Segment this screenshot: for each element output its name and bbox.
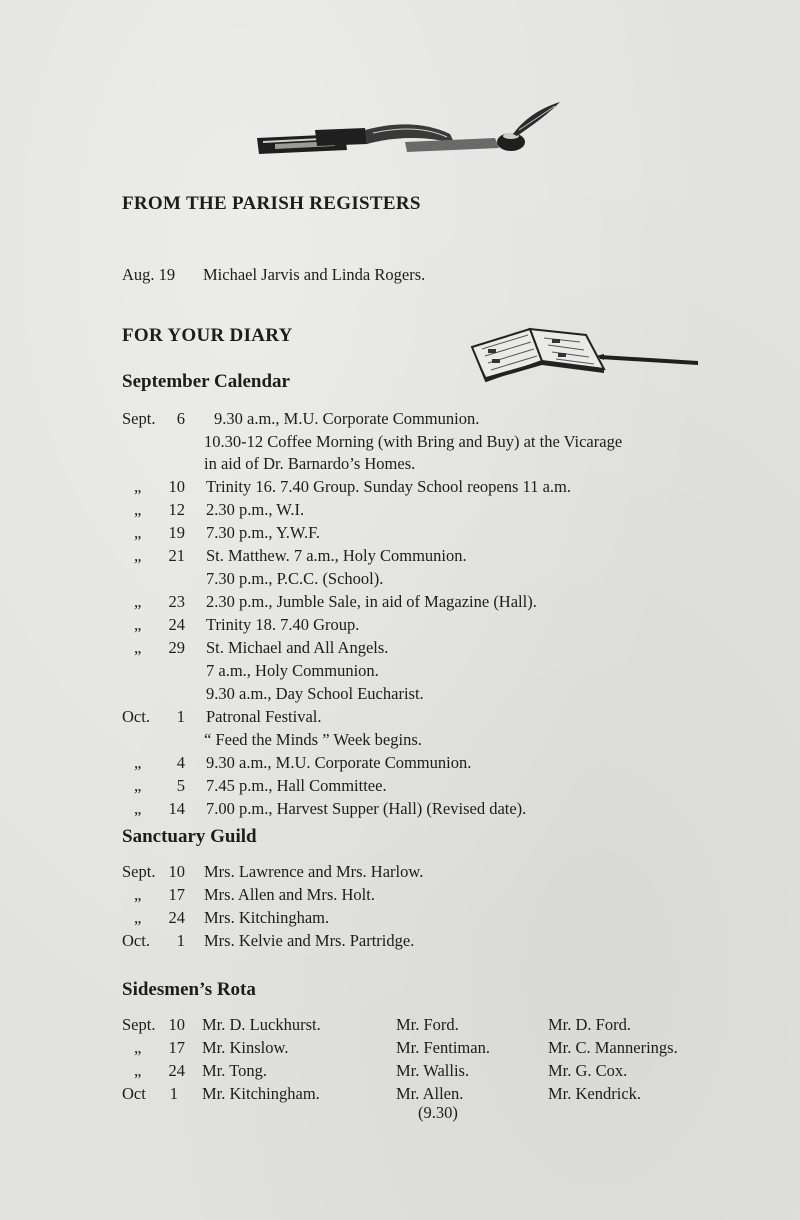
- row-day: 24: [168, 908, 185, 927]
- table-row: [122, 521, 742, 544]
- row-text: in aid of Dr. Barnardo’s Homes.: [204, 454, 416, 473]
- row-text: 7.30 p.m., Y.W.F.: [206, 523, 321, 542]
- sidesman-col-a: Mr. Kitchingham.: [202, 1084, 320, 1103]
- table-row: [122, 906, 722, 929]
- sidesman-col-c: Mr. G. Cox.: [548, 1061, 628, 1080]
- row-text: Trinity 16. 7.40 Group. Sunday School reopens 11 a.m.: [206, 477, 571, 496]
- sidesman-col-a: Mr. D. Luckhurst.: [202, 1015, 321, 1034]
- row-text: 9.30 a.m., Day School Eucharist.: [206, 684, 424, 703]
- table-row: [122, 705, 742, 728]
- row-month: Sept.: [122, 409, 156, 428]
- row-text: 7 a.m., Holy Communion.: [206, 661, 379, 680]
- row-day: 1: [169, 1084, 178, 1103]
- ditto-mark: „: [134, 908, 142, 927]
- table-row: [122, 613, 742, 636]
- row-day: 6: [176, 409, 185, 428]
- register-entry-date: Aug. 19: [122, 265, 176, 284]
- row-text: Patronal Festival.: [206, 707, 322, 726]
- table-row: [122, 590, 742, 613]
- row-text: Mrs. Allen and Mrs. Holt.: [204, 885, 375, 904]
- ditto-mark: „: [134, 477, 142, 496]
- ditto-mark: „: [134, 885, 142, 904]
- ditto-mark: „: [134, 799, 142, 818]
- row-text: 7.45 p.m., Hall Committee.: [206, 776, 387, 795]
- row-text: St. Matthew. 7 a.m., Holy Communion.: [206, 546, 467, 565]
- row-day: 14: [168, 799, 185, 818]
- row-day: 23: [168, 592, 185, 611]
- table-row: [122, 636, 742, 659]
- row-day: 1: [176, 707, 185, 726]
- table-row: [122, 751, 742, 774]
- ditto-mark: „: [134, 546, 142, 565]
- row-day: 17: [168, 885, 185, 904]
- table-row: [122, 1059, 742, 1082]
- registers-heading: FROM THE PARISH REGISTERS: [122, 193, 421, 214]
- table-row: [122, 544, 742, 567]
- row-day: 17: [168, 1038, 185, 1057]
- row-text: 7.00 p.m., Harvest Supper (Hall) (Revised date).: [206, 799, 527, 818]
- sidesman-col-b: Mr. Ford.: [396, 1015, 459, 1034]
- table-row: [122, 475, 742, 498]
- row-day: 5: [176, 776, 185, 795]
- row-day: 1: [176, 931, 185, 950]
- table-row: [122, 774, 742, 797]
- row-text: Mrs. Kitchingham.: [204, 908, 330, 927]
- sidesman-col-b: Mr. Wallis.: [396, 1061, 470, 1080]
- row-month: Oct.: [122, 707, 150, 726]
- ditto-mark: „: [134, 592, 142, 611]
- row-month: Sept.: [122, 862, 156, 881]
- row-text: Mrs. Kelvie and Mrs. Partridge.: [204, 931, 415, 950]
- ditto-mark: „: [134, 638, 142, 657]
- row-text: 2.30 p.m., W.I.: [206, 500, 305, 519]
- row-day: 19: [168, 523, 185, 542]
- calendar-title: September Calendar: [122, 371, 290, 392]
- sidesman-col-a: Mr. Kinslow.: [202, 1038, 289, 1057]
- row-day: 4: [176, 753, 185, 772]
- sidesman-col-a: Mr. Tong.: [202, 1061, 268, 1080]
- row-text: Trinity 18. 7.40 Group.: [206, 615, 360, 634]
- row-day: 24: [168, 615, 185, 634]
- row-day: 29: [168, 638, 185, 657]
- table-row: [122, 1013, 742, 1036]
- row-month: Oct.: [122, 931, 150, 950]
- row-day: 12: [168, 500, 185, 519]
- sidesman-col-c: Mr. C. Mannerings.: [548, 1038, 678, 1057]
- sanctuary-title: Sanctuary Guild: [122, 826, 257, 847]
- sidesman-col-c: Mr. Kendrick.: [548, 1084, 642, 1103]
- ditto-mark: „: [134, 776, 142, 795]
- table-row: [122, 498, 742, 521]
- row-day: 10: [168, 862, 185, 881]
- table-row: [122, 883, 722, 906]
- sidesman-col-c: Mr. D. Ford.: [548, 1015, 631, 1034]
- row-day: 24: [168, 1061, 185, 1080]
- row-text: 2.30 p.m., Jumble Sale, in aid of Magazine (Hall).: [206, 592, 537, 611]
- row-text: 7.30 p.m., P.C.C. (School).: [206, 569, 384, 588]
- row-text: 9.30 a.m., M.U. Corporate Communion.: [214, 409, 480, 428]
- row-month: Oct: [122, 1084, 146, 1103]
- table-row: [122, 860, 722, 883]
- table-row: [122, 797, 742, 820]
- books-quill-icon: [255, 100, 565, 160]
- row-day: 10: [168, 477, 185, 496]
- sidesmen-note: (9.30): [418, 1103, 458, 1122]
- ditto-mark: „: [134, 500, 142, 519]
- table-row: [122, 929, 722, 952]
- sidesman-col-b: Mr. Allen.: [396, 1084, 464, 1103]
- open-diary-pen-icon: [468, 325, 700, 389]
- ditto-mark: „: [134, 523, 142, 542]
- diary-heading: FOR YOUR DIARY: [122, 325, 293, 346]
- row-day: 21: [168, 546, 185, 565]
- table-row: [122, 407, 742, 430]
- row-text: “ Feed the Minds ” Week begins.: [204, 730, 422, 749]
- register-entry: [122, 263, 722, 286]
- row-month: Sept.: [122, 1015, 156, 1034]
- row-text: St. Michael and All Angels.: [206, 638, 389, 657]
- row-text: 9.30 a.m., M.U. Corporate Communion.: [206, 753, 472, 772]
- row-text: Mrs. Lawrence and Mrs. Harlow.: [204, 862, 424, 881]
- sidesmen-title: Sidesmen’s Rota: [122, 979, 256, 1000]
- table-row: [122, 1036, 742, 1059]
- ditto-mark: „: [134, 615, 142, 634]
- ditto-mark: „: [134, 1038, 142, 1057]
- ditto-mark: „: [134, 753, 142, 772]
- row-text: 10.30-12 Coffee Morning (with Bring and Buy) at the Vicarage: [204, 432, 623, 451]
- sidesman-col-b: Mr. Fentiman.: [396, 1038, 490, 1057]
- row-day: 10: [168, 1015, 185, 1034]
- ditto-mark: „: [134, 1061, 142, 1080]
- register-entry-text: Michael Jarvis and Linda Rogers.: [203, 265, 426, 284]
